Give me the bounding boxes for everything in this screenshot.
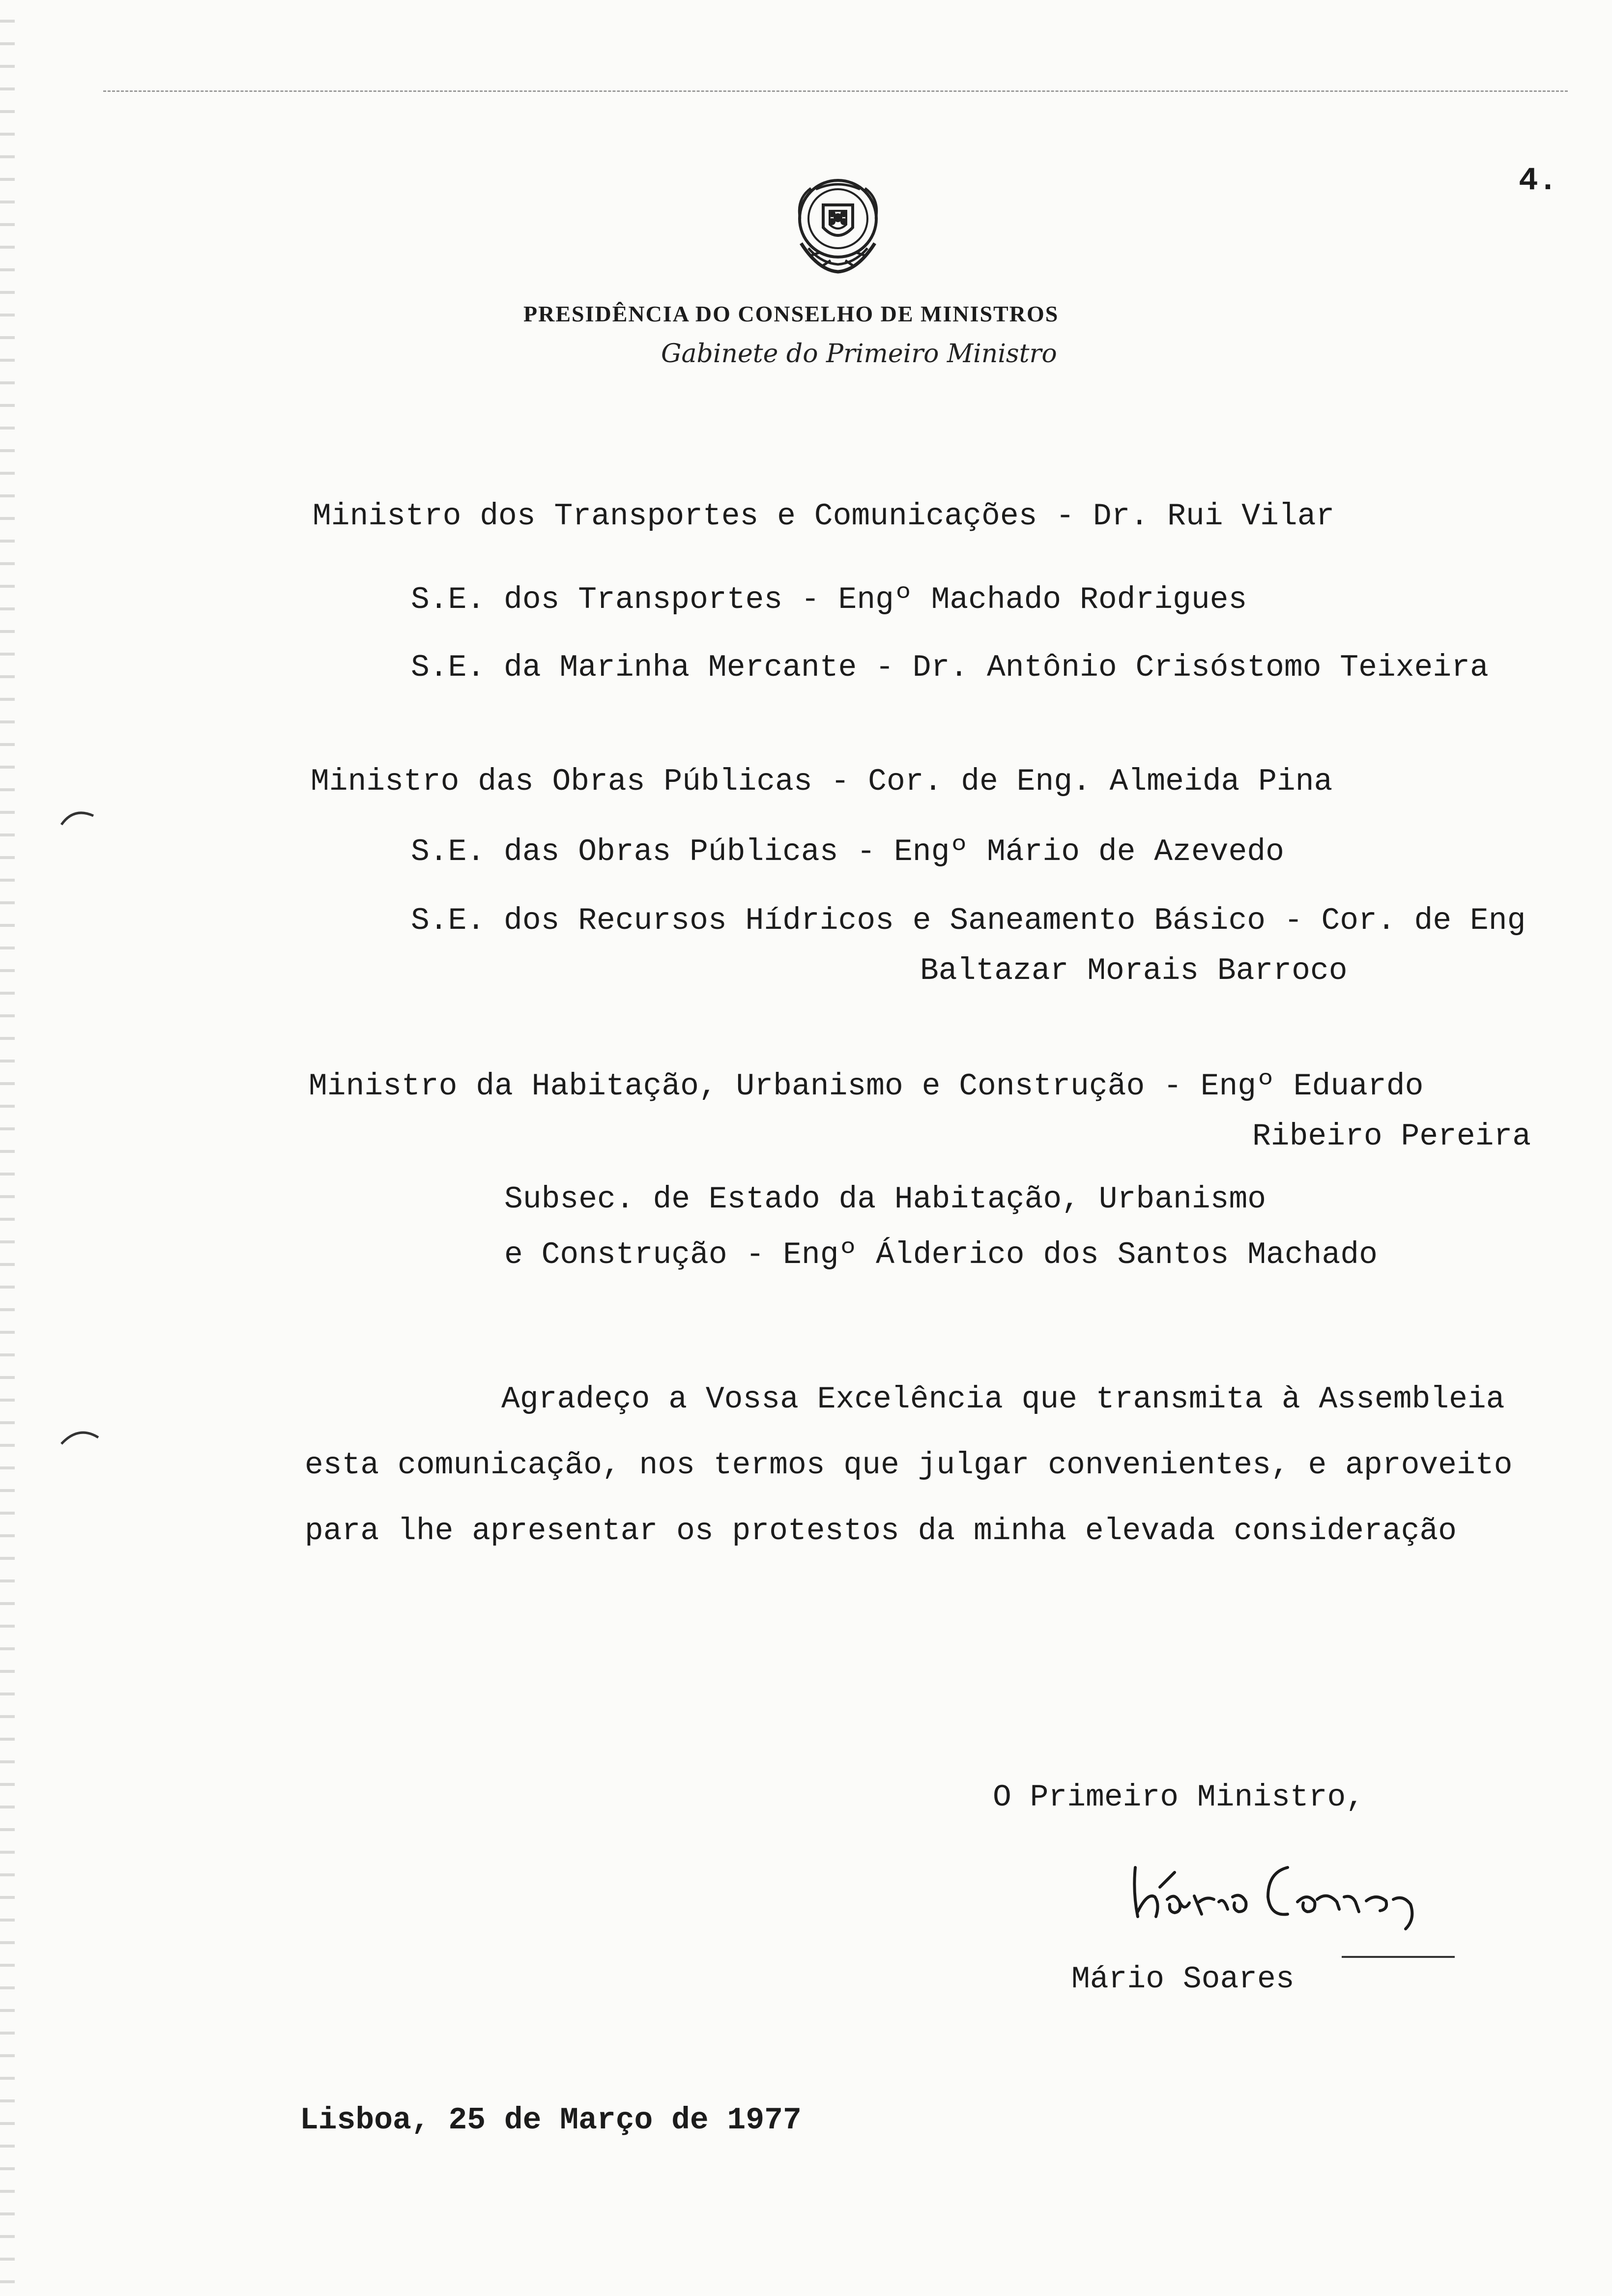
punch-mark (59, 1425, 103, 1445)
subsec-housing-line: Subsec. de Estado da Habitação, Urbanismo (504, 1182, 1267, 1217)
scan-edge (0, 0, 15, 2296)
se-transports-line: S.E. dos Transportes - Engº Machado Rodrigues (411, 582, 1247, 617)
handwritten-signature (1121, 1838, 1455, 1931)
ministry-housing-line: Ministro da Habitação, Urbanismo e Construção - Engº Eduardo (309, 1069, 1424, 1104)
signature-underline (1342, 1956, 1455, 1958)
top-rule (103, 90, 1568, 92)
closing-paragraph-line: esta comunicação, nos termos que julgar convenientes, e aproveito (305, 1448, 1513, 1483)
subsec-housing-line-continued: e Construção - Engº Álderico dos Santos Machado (504, 1237, 1378, 1272)
se-water-line-continued: Baltazar Morais Barroco (920, 953, 1348, 988)
ministry-transports-line: Ministro dos Transportes e Comunicações - Dr. Rui Vilar (313, 499, 1335, 534)
page-number: 4. (1519, 162, 1558, 199)
se-water-line: S.E. dos Recursos Hídricos e Saneamento Básico - Cor. de Eng (411, 903, 1526, 938)
closing-paragraph-line: Agradeço a Vossa Excelência que transmita à Assembleia (501, 1382, 1505, 1417)
se-marinha-line: S.E. da Marinha Mercante - Dr. Antônio Crisóstomo Teixeira (411, 650, 1489, 685)
coat-of-arms-icon (781, 170, 894, 283)
ministry-public-works-line: Ministro das Obras Públicas - Cor. de Eng. Almeida Pina (311, 764, 1333, 799)
closing-paragraph-line: para lhe apresentar os protestos da minha elevada consideração (305, 1514, 1457, 1549)
office-subheading: Gabinete do Primeiro Ministro (661, 339, 1057, 369)
ministry-housing-line-continued: Ribeiro Pereira (1252, 1119, 1531, 1154)
signatory-title: O Primeiro Ministro, (993, 1780, 1365, 1815)
signatory-name: Mário Soares (1071, 1962, 1295, 1997)
place-date: Lisboa, 25 de Março de 1977 (300, 2103, 802, 2138)
se-public-works-line: S.E. das Obras Públicas - Engº Mário de Azevedo (411, 834, 1284, 869)
punch-mark (59, 806, 103, 826)
institution-heading: PRESIDÊNCIA DO CONSELHO DE MINISTROS (523, 301, 1059, 326)
